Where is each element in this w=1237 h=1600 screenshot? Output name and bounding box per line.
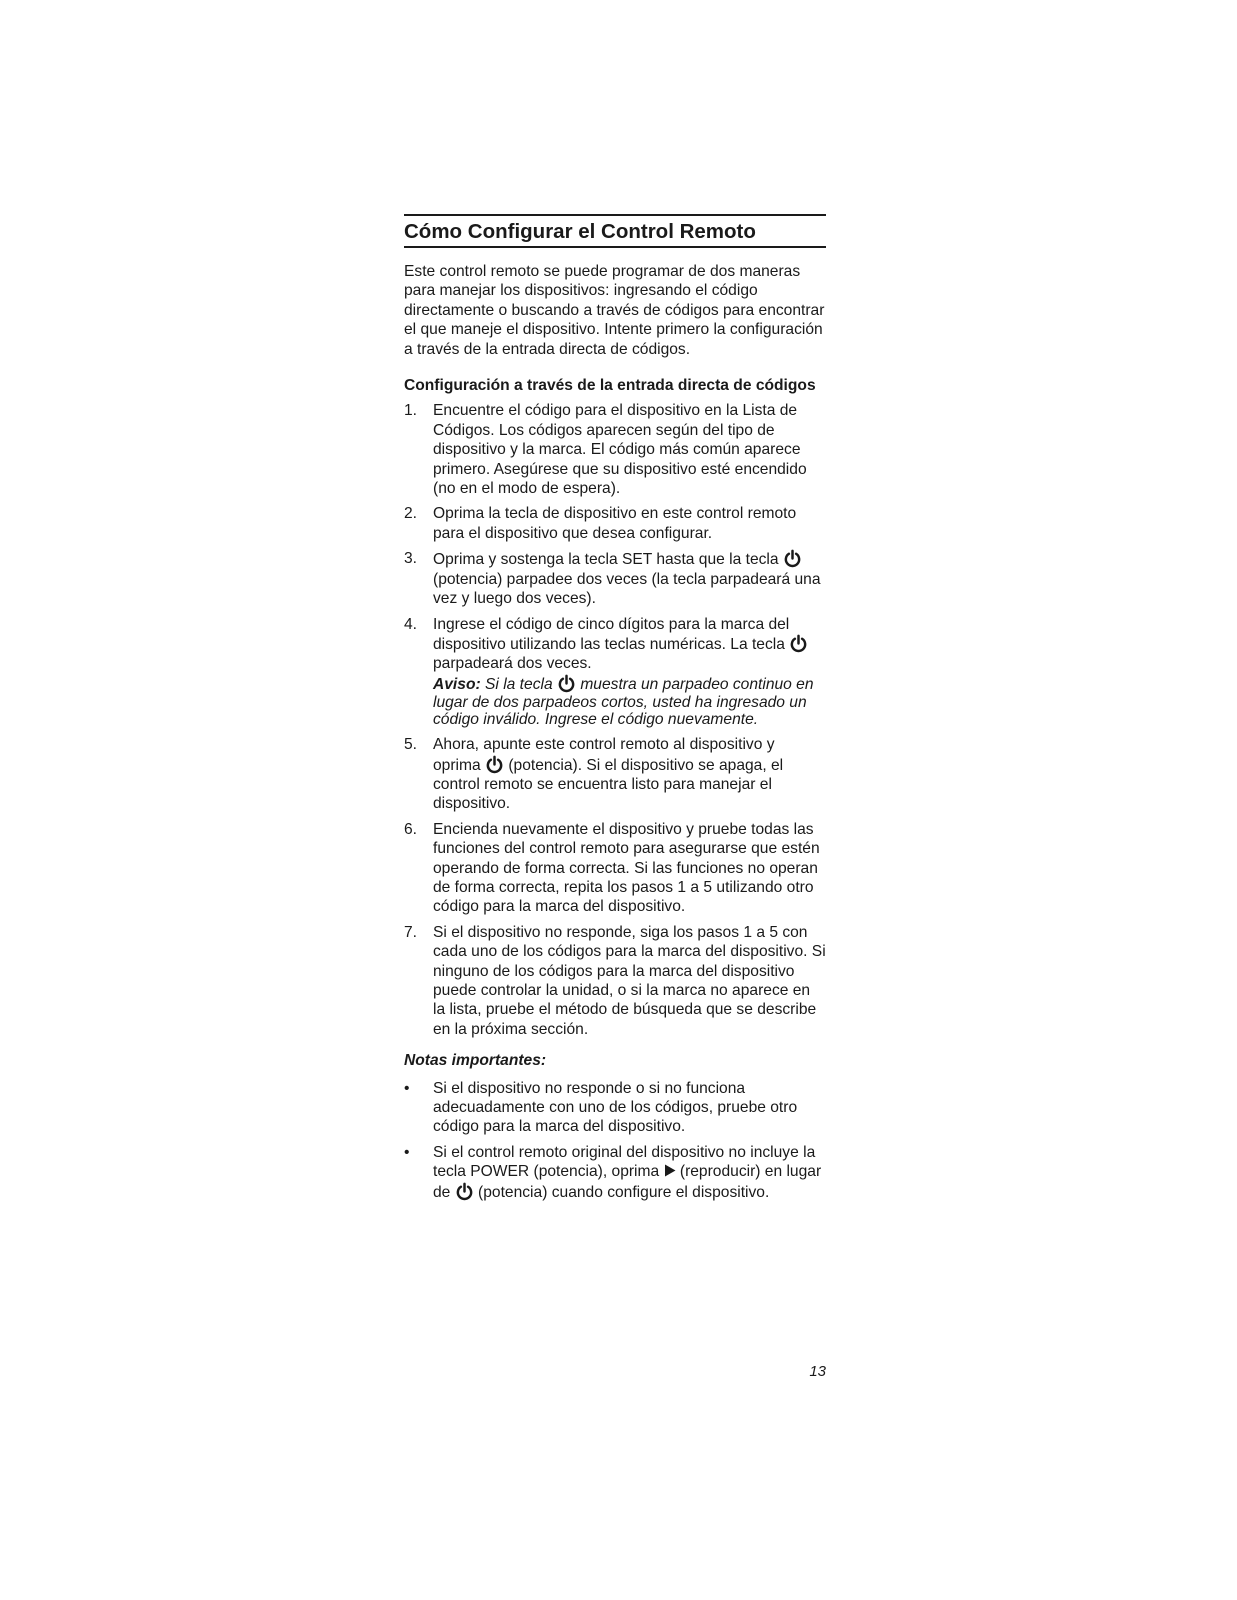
power-icon bbox=[557, 674, 576, 693]
note-item bbox=[404, 1143, 826, 1202]
step-text: (potencia) parpadee dos veces (la tecla parpadeará una vez y luego dos veces). bbox=[433, 570, 821, 608]
intro-paragraph: Este control remoto se puede programar de dos maneras para manejar los dispositivos: ingresando el código directamente o buscando a través de códigos para encontrar el que maneje el dispositivo. Intente primero la configuración a través de la entrada directa de códigos. bbox=[404, 263, 825, 358]
notice bbox=[433, 674, 826, 729]
power-icon bbox=[789, 634, 808, 653]
step-text: Ahora, apunte este control remoto al dispositivo y oprima bbox=[433, 736, 775, 774]
notes-list bbox=[404, 1079, 826, 1202]
step-item bbox=[404, 401, 826, 498]
notice-text: Si la tecla bbox=[485, 675, 553, 693]
step-item bbox=[404, 820, 826, 917]
step-number: 7. bbox=[404, 923, 418, 941]
step-text: Si el dispositivo no responde, siga los pasos 1 a 5 con cada uno de los códigos para la marca del dispositivo. Si ninguno de los códigos para la marca del dispositivo puede controlar la unidad, o si la marca no aparece en la lista, pruebe el método de búsqueda que se describe en la próxima sección. bbox=[433, 923, 826, 1038]
step-number: 3. bbox=[404, 550, 418, 568]
step-text: Encuentre el código para el dispositivo en la Lista de Códigos. Los códigos aparecen según del tipo de dispositivo y la marca. El código más común aparece primero. Asegúrese que su dispositivo esté encendido (no en el modo de espera). bbox=[433, 402, 807, 498]
step-number: 2. bbox=[404, 505, 418, 523]
step-number: 1. bbox=[404, 402, 418, 420]
power-icon bbox=[783, 549, 802, 568]
page-number: 13 bbox=[809, 1363, 826, 1380]
page-content bbox=[404, 214, 826, 1208]
step-number: 5. bbox=[404, 736, 418, 754]
power-icon bbox=[485, 755, 504, 774]
notice-label: Aviso: bbox=[433, 675, 481, 693]
step-text: (potencia). Si el dispositivo se apaga, el control remoto se encuentra listo para manejar el dispositivo. bbox=[433, 756, 784, 813]
page-title: Cómo Configurar el Control Remoto bbox=[404, 220, 756, 243]
note-text: (potencia) cuando configure el dispositivo. bbox=[478, 1183, 770, 1201]
step-item bbox=[404, 923, 826, 1039]
step-item bbox=[404, 549, 826, 608]
step-number: 4. bbox=[404, 615, 418, 633]
note-text: Si el dispositivo no responde o si no funciona adecuadamente con uno de los códigos, pruebe otro código para la marca del dispositivo. bbox=[433, 1079, 798, 1136]
notice-text: muestra un parpadeo continuo en lugar de dos parpadeos cortos, usted ha ingresado un código inválido. Ingrese el código nuevamente. bbox=[433, 675, 814, 729]
steps-list bbox=[404, 401, 826, 1039]
note-text: (reproducir) en lugar de bbox=[433, 1163, 822, 1201]
note-item bbox=[404, 1079, 826, 1137]
notes-heading: Notas importantes: bbox=[404, 1052, 547, 1070]
power-icon bbox=[455, 1182, 474, 1201]
note-text: Si el control remoto original del dispositivo no incluye la tecla POWER (potencia), oprima bbox=[433, 1143, 816, 1181]
bullet: • bbox=[404, 1079, 410, 1097]
play-icon bbox=[664, 1164, 676, 1177]
step-item bbox=[404, 735, 826, 814]
step-item bbox=[404, 504, 826, 543]
step-number: 6. bbox=[404, 820, 418, 838]
step-text: parpadeará dos veces. bbox=[433, 655, 592, 673]
step-text: Oprima y sostenga la tecla SET hasta que la tecla bbox=[433, 551, 779, 569]
title-block bbox=[404, 214, 826, 248]
bullet: • bbox=[404, 1143, 410, 1161]
step-text: Oprima la tecla de dispositivo en este control remoto para el dispositivo que desea configurar. bbox=[433, 505, 797, 542]
step-text: Ingrese el código de cinco dígitos para la marca del dispositivo utilizando las teclas numéricas. La tecla bbox=[433, 615, 790, 653]
section-heading: Configuración a través de la entrada directa de códigos bbox=[404, 377, 816, 395]
step-text: Encienda nuevamente el dispositivo y pruebe todas las funciones del control remoto para asegurarse que estén operando de forma correcta. Si las funciones no operan de forma correcta, repita los pasos 1 a 5 utilizando otro código para la marca del dispositivo. bbox=[433, 820, 820, 916]
step-item bbox=[404, 615, 826, 730]
